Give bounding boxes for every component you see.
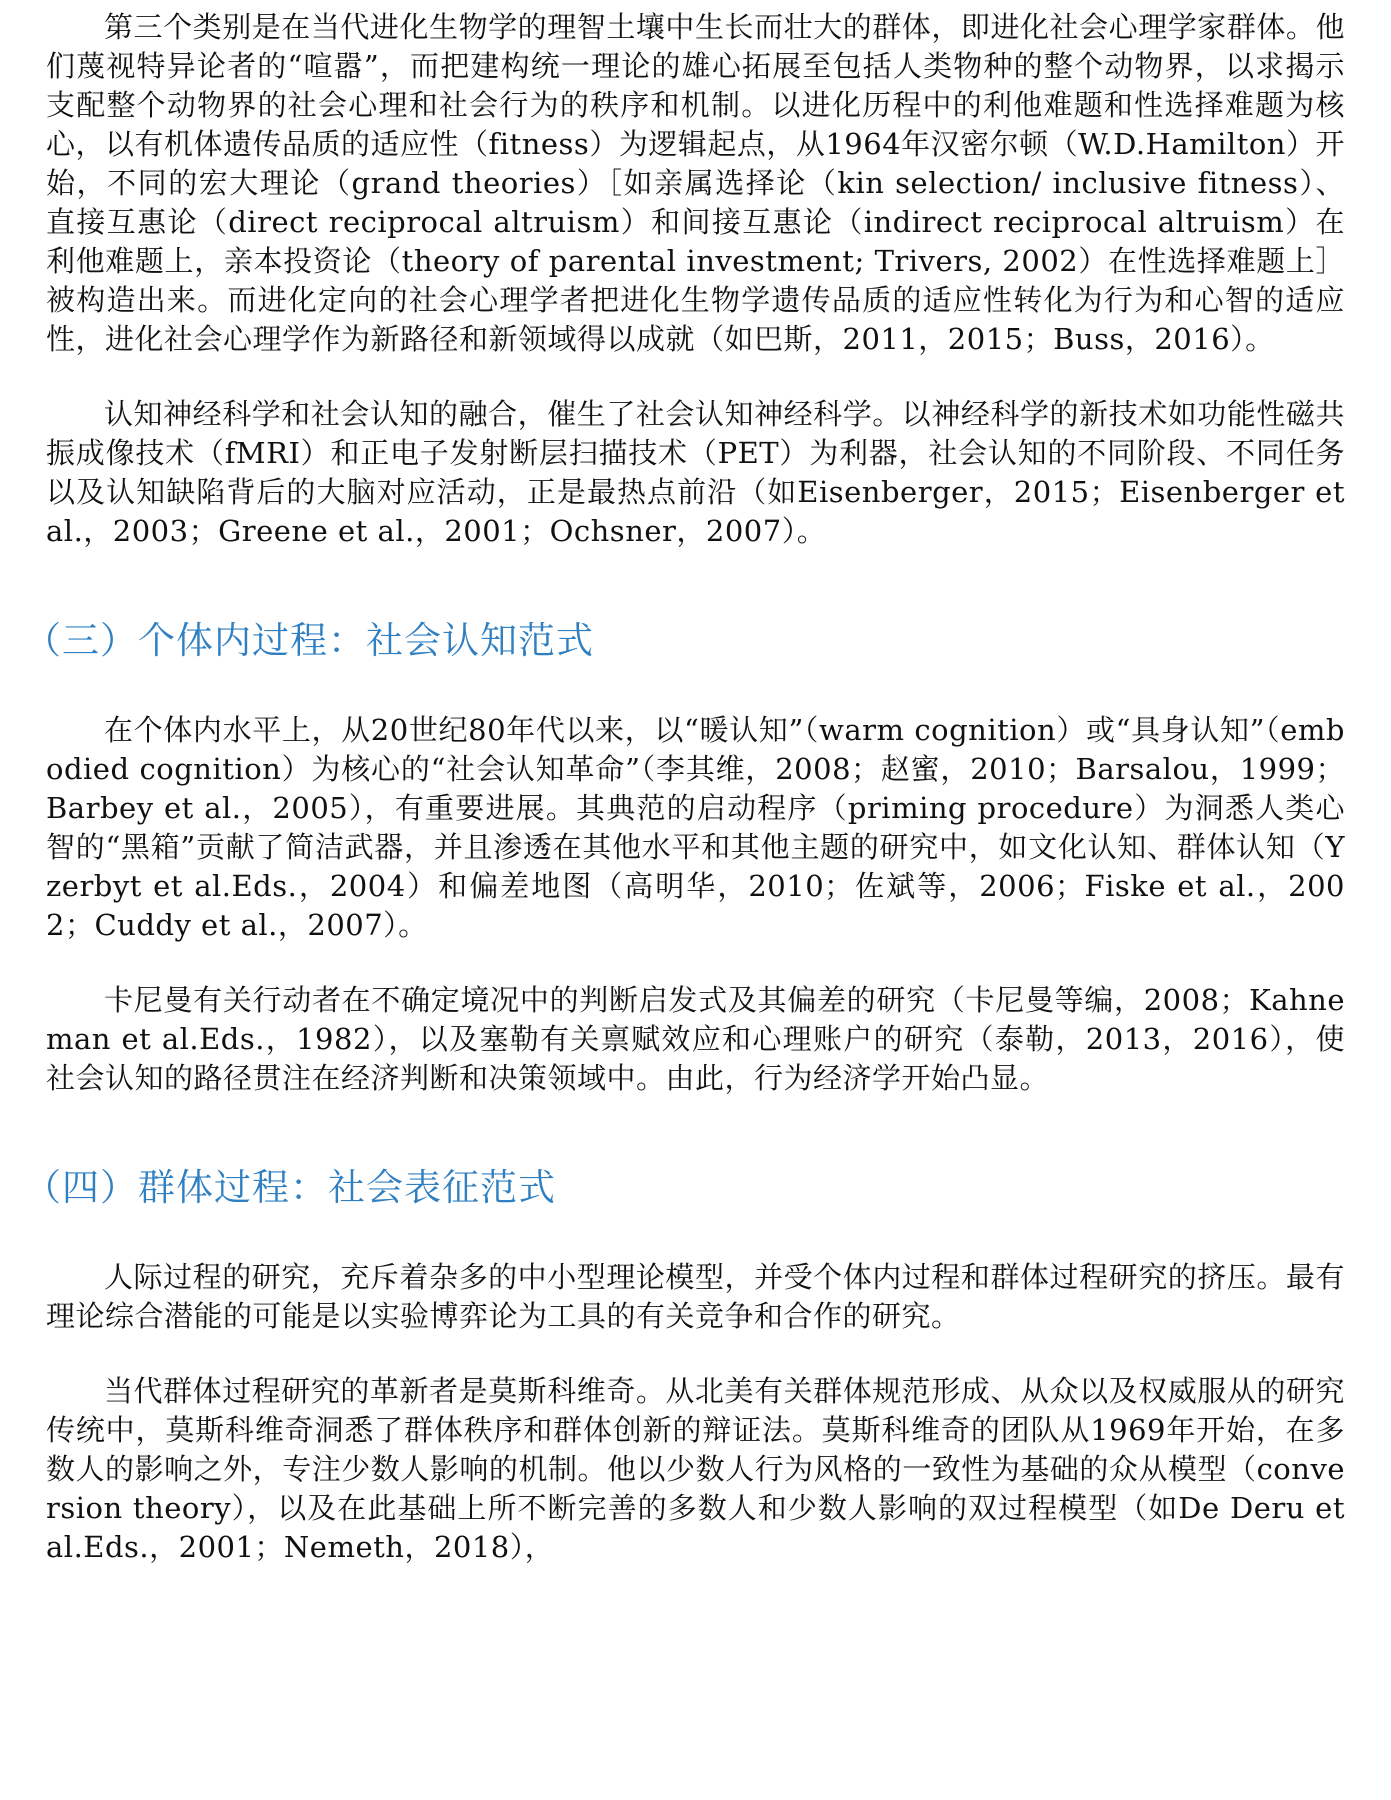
section-heading-social-representation: （四）群体过程：社会表征范式 <box>24 1166 556 1209</box>
paragraph-interpersonal-process: 人际过程的研究，充斥着杂多的中小型理论模型，并受个体内过程和群体过程研究的挤压。最有理论综合潜能的可能是以实验博弈论为工具的有关竞争和合作的研究。 <box>46 1260 1345 1333</box>
paragraph-behavioral-economics: 卡尼曼有关行动者在不确定境况中的判断启发式及其偏差的研究（卡尼曼等编，2008；Kahneman et al.Eds.，1982），以及塞勒有关禀赋效应和心理账户的研究（泰勒，2013，2016），使社会认知的路径贯注在经济判断和决策领域中。由此，行为经济学开始凸显。 <box>46 983 1345 1095</box>
paragraph-social-cognition-revolution: 在个体内水平上，从20世纪80年代以来，以“暖认知”（warm cognition）或“具身认知”（embodied cognition）为核心的“社会认知革命”（李其维，2008；赵蜜，2010；Barsalou，1999；Barbey et al.，2005），有重要进展。其典范的启动程序（priming procedure）为洞悉人类心智的“黑箱”贡献了简洁武器，并且渗透在其他水平和其他主题的研究中，如文化认知、群体认知（Yzerbyt et al.Eds.，2004）和偏差地图（高明华，2010；佐斌等，2006；Fiske et al.，2002；Cuddy et al.，2007）。 <box>46 713 1345 942</box>
paragraph-social-cognitive-neuroscience: 认知神经科学和社会认知的融合，催生了社会认知神经科学。以神经科学的新技术如功能性磁共振成像技术（fMRI）和正电子发射断层扫描技术（PET）为利器，社会认知的不同阶段、不同任务以及认知缺陷背后的大脑对应活动，正是最热点前沿（如Eisenberger，2015；Eisenberger et al.，2003；Greene et al.，2001；Ochsner，2007）。 <box>46 397 1345 548</box>
paragraph-evolutionary-social-psychology: 第三个类别是在当代进化生物学的理智土壤中生长而壮大的群体，即进化社会心理学家群体。他们蔑视特异论者的“喧嚣”，而把建构统一理论的雄心拓展至包括人类物种的整个动物界，以求揭示支配整个动物界的社会心理和社会行为的秩序和机制。以进化历程中的利他难题和性选择难题为核心，以有机体遗传品质的适应性（fitness）为逻辑起点，从1964年汉密尔顿（W.D.Hamilton）开始，不同的宏大理论（grand theories）［如亲属选择论（kin selection/ inclusive fitness）、直接互惠论（direct reciprocal altruism）和间接互惠论（indirect reciprocal altruism）在利他难题上，亲本投资论（theory of parental investment; Trivers, 2002）在性选择难题上］被构造出来。而进化定向的社会心理学者把进化生物学遗传品质的适应性转化为行为和心智的适应性，进化社会心理学作为新路径和新领域得以成就（如巴斯，2011，2015；Buss，2016）。 <box>46 10 1345 356</box>
paragraph-moscovici-minority-influence: 当代群体过程研究的革新者是莫斯科维奇。从北美有关群体规范形成、从众以及权威服从的研究传统中，莫斯科维奇洞悉了群体秩序和群体创新的辩证法。莫斯科维奇的团队从1969年开始，在多数人的影响之外，专注少数人影响的机制。他以少数人行为风格的一致性为基础的众从模型（conversion theory），以及在此基础上所不断完善的多数人和少数人影响的双过程模型（如De Deru et al.Eds.，2001；Nemeth，2018）， <box>46 1374 1345 1564</box>
section-heading-social-cognition: （三）个体内过程：社会认知范式 <box>24 619 594 662</box>
